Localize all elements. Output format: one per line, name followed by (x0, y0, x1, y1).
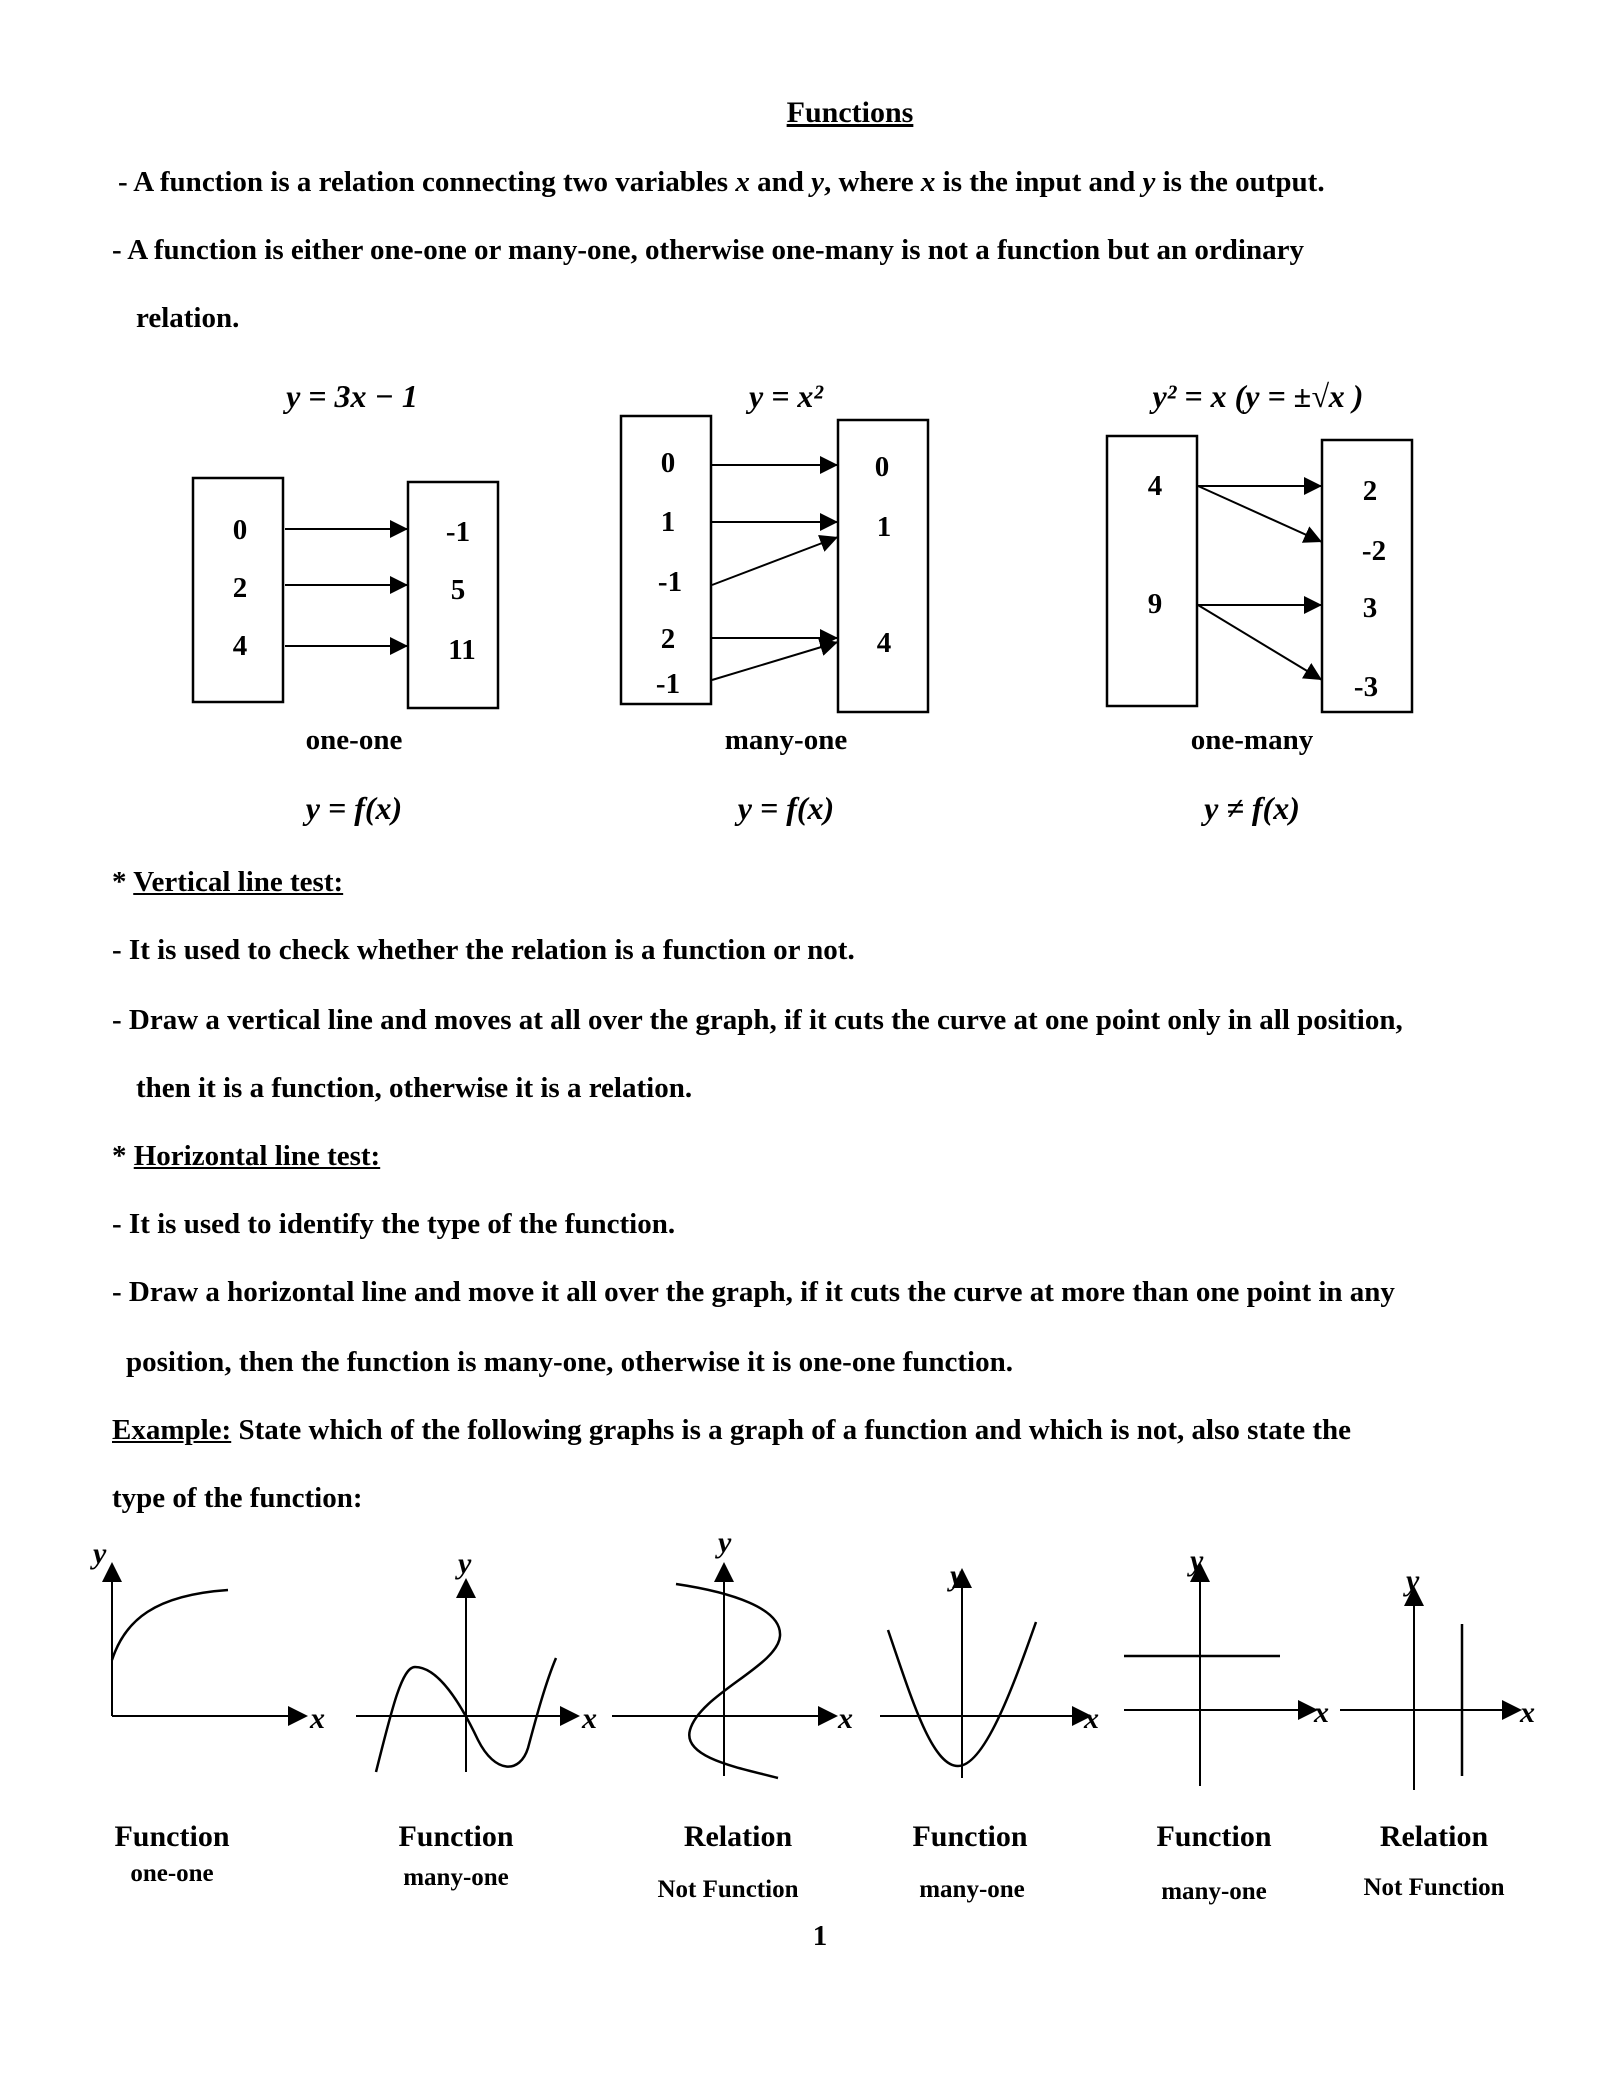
graph-2-type: many-one (403, 1864, 509, 1891)
mapping-diagrams (0, 400, 1620, 730)
mapping-3-arrow (1198, 605, 1322, 680)
intro-line-2: - A function is either one-one or many-one, otherwise one-many is not a function but an ordinary (112, 234, 1304, 266)
graph-5-x-label: x (1314, 1696, 1329, 1729)
vertical-test-line-1: - It is used to check whether the relation is a function or not. (112, 934, 855, 966)
graph-1-y-label: y (93, 1537, 107, 1570)
graph-3 (612, 1526, 853, 1778)
mapping-1-domain-2: 4 (232, 630, 248, 662)
mapping-2-domain-1: 1 (660, 506, 676, 538)
graph-4-y-label: y (950, 1559, 964, 1592)
mapping-2-range-0: 0 (874, 451, 890, 483)
graph-2-y-label: y (458, 1547, 472, 1580)
mapping-3-notation: y ≠ f(x) (1204, 790, 1300, 826)
graph-2-x-label: x (582, 1702, 597, 1735)
mapping-1-range-2: 11 (448, 634, 476, 666)
mapping-2-equation: y = x² (748, 378, 824, 414)
mapping-2-domain-3: 2 (660, 623, 676, 655)
graph-6-type: Not Function (1363, 1874, 1505, 1901)
page-number: 1 (812, 1920, 828, 1952)
mapping-1-domain-1: 2 (232, 572, 248, 604)
page-title: Functions (786, 96, 914, 129)
mapping-3-domain-0: 4 (1147, 470, 1163, 502)
graph-4-label: Function (912, 1820, 1028, 1853)
example-line-2: type of the function: (112, 1482, 363, 1514)
mapping-1-type: one-one (305, 724, 403, 756)
graph-6-y-label: y (1406, 1564, 1420, 1597)
graph-1-label: Function (114, 1820, 230, 1853)
mapping-1-domain-0: 0 (232, 514, 248, 546)
graph-1-x-label: x (310, 1702, 325, 1735)
graph-3-label: Relation (683, 1820, 793, 1853)
graph-6-x-label: x (1520, 1696, 1535, 1729)
example-line-1: Example: State which of the following graphs is a graph of a function and which is not, also state the (112, 1414, 1352, 1446)
mapping-2-arrow (712, 642, 838, 680)
graph-5-type: many-one (1161, 1878, 1267, 1905)
mapping-2-notation: y = f(x) (737, 790, 835, 826)
mapping-3-equation: y² = x (y = ±√x ) (1152, 378, 1364, 414)
graph-3-curve (676, 1584, 780, 1778)
mapping-1-range-0: -1 (445, 516, 471, 548)
graph-3-y-label: y (718, 1526, 732, 1559)
graph-2 (356, 1547, 597, 1772)
mapping-3-domain-1: 9 (1147, 588, 1163, 620)
graph-4-type: many-one (919, 1876, 1025, 1903)
graph-6 (1340, 1564, 1535, 1790)
vertical-test-line-2: - Draw a vertical line and moves at all over the graph, if it cuts the curve at one point only in all position, (112, 1004, 1403, 1036)
mapping-2-range-1: 1 (876, 511, 892, 543)
graph-1-curve (112, 1590, 228, 1660)
graph-3-x-label: x (838, 1702, 853, 1735)
graph-6-label: Relation (1379, 1820, 1489, 1853)
mapping-1-notation: y = f(x) (305, 790, 403, 826)
mapping-1-range-1: 5 (450, 574, 466, 606)
mapping-2-domain-4: -1 (655, 668, 681, 700)
horizontal-test-heading: * Horizontal line test: (112, 1140, 381, 1172)
example-graphs (0, 1520, 1620, 1790)
intro-line-1: - A function is a relation connecting two variables x and y, where x is the input and y is the output. (118, 166, 1325, 198)
mapping-3-range-1: -2 (1361, 535, 1387, 567)
mapping-2-arrow (712, 537, 838, 585)
graph-2-label: Function (398, 1820, 514, 1853)
horizontal-test-line-1: - It is used to identify the type of the function. (112, 1208, 676, 1240)
graph-1-type: one-one (130, 1860, 214, 1887)
mapping-3-arrow (1198, 486, 1322, 542)
vertical-test-heading: * Vertical line test: (112, 866, 344, 898)
mapping-3-range-2: 3 (1362, 592, 1378, 624)
mapping-1-equation: y = 3x − 1 (286, 378, 418, 414)
mapping-2-domain-0: 0 (660, 447, 676, 479)
mapping-3-type: one-many (1190, 724, 1314, 756)
mapping-3-range-0: 2 (1362, 475, 1378, 507)
graph-4 (880, 1559, 1099, 1778)
graph-1 (90, 1537, 325, 1735)
mapping-2-domain-2: -1 (657, 566, 683, 598)
graph-3-type: Not Function (657, 1876, 799, 1903)
graph-5 (1124, 1544, 1329, 1786)
mapping-3-range-3: -3 (1353, 671, 1379, 703)
graph-4-x-label: x (1084, 1702, 1099, 1735)
vertical-test-line-3: then it is a function, otherwise it is a relation. (136, 1072, 693, 1104)
intro-line-3: relation. (136, 302, 240, 334)
graph-5-y-label: y (1190, 1544, 1204, 1577)
mapping-2-type: many-one (724, 724, 848, 756)
horizontal-test-line-3: position, then the function is many-one, otherwise it is one-one function. (126, 1346, 1013, 1378)
graph-5-label: Function (1156, 1820, 1272, 1853)
mapping-2-range-2: 4 (876, 627, 892, 659)
horizontal-test-line-2: - Draw a horizontal line and move it all over the graph, if it cuts the curve at more than one point in any (112, 1276, 1395, 1308)
